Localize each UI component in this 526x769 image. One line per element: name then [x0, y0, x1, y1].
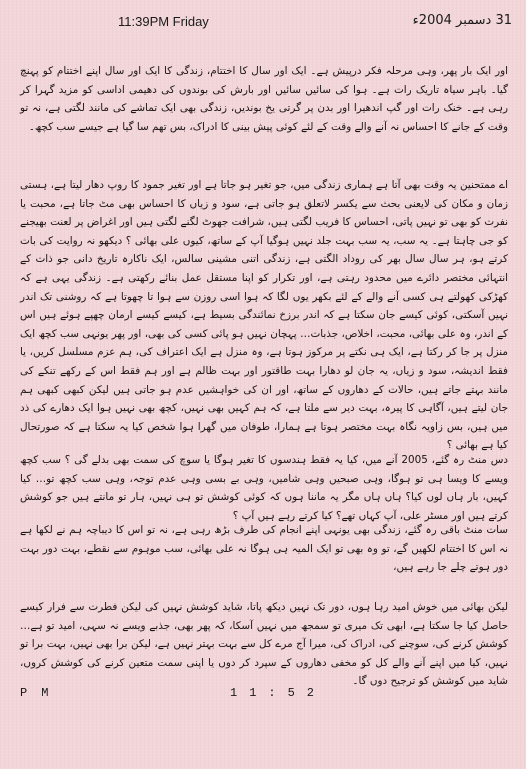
paragraph-2: اے ممتحنین یہ وقت بھی آتا ہے ہماری زندگی میں، جو تغیر ہو جاتا ہے اور تغیر جمود کا روپ دھار لیتا ہے، ہستی زمان و مکان کی لایعنی بحث سے یکسر لاتعلق ہو جاتی ہے، سود و زیاں کا احساس بھی مٹ جاتا ہے، محبت یا نفرت کو بھی تو نہیں پاتی، احساس کا فریب لگتی ہیں، شرافت جھوٹ لگنے لگتی ہیں اور اغراض پر لعنت بھیجنے کو جی چاہتا ہے۔ یہ سب، یہ سب بہت جلد نہیں ہوگیا آپ کے ساتھ، کیوں علی بھائی ؟ دیکھو نہ روایت کی بات کرتے ہو، ہر سال سال بھر کی روداد الگتی ہے، زندگی اتنی مشینی سالس، ایک ناکارہ تاریخ دانی جو ذات کے انتہائی مختصر دائرے میں محدود رہتی ہے، اور تکرار کو اپنا مستقل عمل بنائے رکھتی ہے۔ زندگی یہی ہے کہ کھڑکی کھولتے ہی کسی آنے والے کے لئے بکھر یوں لگا کہ ہوا اسی روزن سے ہوا تا چھوتا ہے کہ روشنی تک اندر نہیں آسکتی، کوئی کیسے جان سکتا ہے کہ اندر برزخ نمائندگی بسیط ہے، کیسے کیسے ارمان چھپے ہوئے ہیں اس کے اندر، وہ علی بھائی، محبت، اخلاص، جذبات… پہچان نہیں ہو پائی کسی کی بھی، اور پھر یونہی سب کچھ ایک منزل پر جا کر رکتا ہے، ایک ہی نکتے پر مرکوز ہوتا ہے، وہ منزل ہے ایک اعتراف کی، ہم عزم مسلسل کریں، یا فقط اندیشہ، سود و زیاں، یہ جان لو دھارا بہت طاقتور اور بہت ظالم ہے اور ہم فقط اس کے رکھے تنکے کی مانند بہتے جاتے ہیں، حالات کے دھاروں کے ساتھ، اور ان کی خواہشیں عدم ہو جاتی ہیں لیکن کبھی کبھی ہم جان لیتے ہیں، آگاہی کا پیرہ، بہت دیر سے ملتا ہے، کہ ہم کہیں بھی نہیں، کچھ بھی نہیں ہوا ایک دھارے کی ذد میں ہیں، بس زاویہ نگاہ بہت مختصر ہوتا ہے ہمارا، طوفان میں گھرا ہوا شخص کیا یہ سکتا ہے کہ صورتحال کیا ہے بھائی ؟ [20, 179, 508, 452]
footer-ampm: PM [20, 686, 63, 700]
header-time-day: 11:39PM Friday [118, 14, 209, 29]
paragraph-5: لیکن بھائی میں خوش امید رہا ہوں، دور تک نہیں دیکھ پاتا، شاید کوشش نہیں کی لیکن فطرت سے فرار کیسے حاصل کیا جا سکتا ہے، ابھی تک میری تو سمجھ میں نہیں آسکا، کہ پھر بھی، جذبے ویسے نہ سہی، امید تو ہے… کوشش کرنے کی، سوچنے کی، ادراک کی، میرا آج مرے کل سے بہت بہتر نہیں ہے، لیکن برا بھی نہیں، بہت برا تو نہیں، کیا میں اپنے آنے والے کل کو مخفی دھاروں کے سپرد کر دوں یا اپنی سمت متعین کرنے کی کوشش کروں، شاید میں کوشش کو ترجیح دوں گا۔ [20, 601, 508, 688]
footer-clock: 11:52 [230, 686, 327, 700]
paragraph-4: سات منٹ باقی رہ گئے، زندگی بھی یونہی اپنے انجام کی طرف بڑھ رہی ہے، نہ تو اس کا دیباچہ ہم نے لکھا ہے نہ اس کا اختتام لکھیں گے، تو وہ بھی تو ایک المیہ ہی ہوگا نہ علی بھائی، سب موہوم سے نقطے، بہت دور بہت دور ہوتے چلے جا رہے ہیں، [20, 524, 508, 574]
paragraph-3: دس منٹ رہ گئے، 2005 آنے میں، کیا یہ فقط ہندسوں کا تغیر ہوگا یا سوچ کی سمت بھی بدلے گی ؟ سب کچھ ویسے کا ویسا ہی تو ہوگا، وہی صبحیں وہی شامیں، وہی بے بسی وہی عدم توجہ، وہی سب کچھ تو… کیا کہیں، بار ہاں لوں کیا؟ ہاں ہاں مگر یہ ماننا ہوں کہ کوئی کوشش تو ہی نہیں، ہار تو مانتے ہیں جو کوشش کرتے ہیں اور مسٹر علی، آپ کہاں تھے؟ کیا کرتے رہے ہیں آپ ؟ [20, 454, 509, 522]
paragraph-1: اور ایک بار پھر، وہی مرحلہ فکر درپیش ہے۔ ایک اور سال کا اختتام، زندگی کا ایک اور سال اپنے اختتام کو پہنچ گیا۔ باہر سیاہ تاریک رات ہے۔ ہوا کی سائیں سائیں اور بارش کی بوندوں کی دھیمی اداسی کو مزید گہرا کر رہی ہے۔ خنک رات اور گپ اندھیرا اور بدن پر گرتی یخ بوندیں، زندگی بھی ایک تماشے کی مانند لگتی ہے، نہ تو وقت کے جانے کا احساس نہ آنے والے وقت کے لئے کوئی پیش بینی کا ادراک، بس تھم سا گیا ہے جیسے سب کچھ۔ [20, 65, 508, 133]
header-date: 31 دسمبر 2004ء [412, 13, 512, 28]
